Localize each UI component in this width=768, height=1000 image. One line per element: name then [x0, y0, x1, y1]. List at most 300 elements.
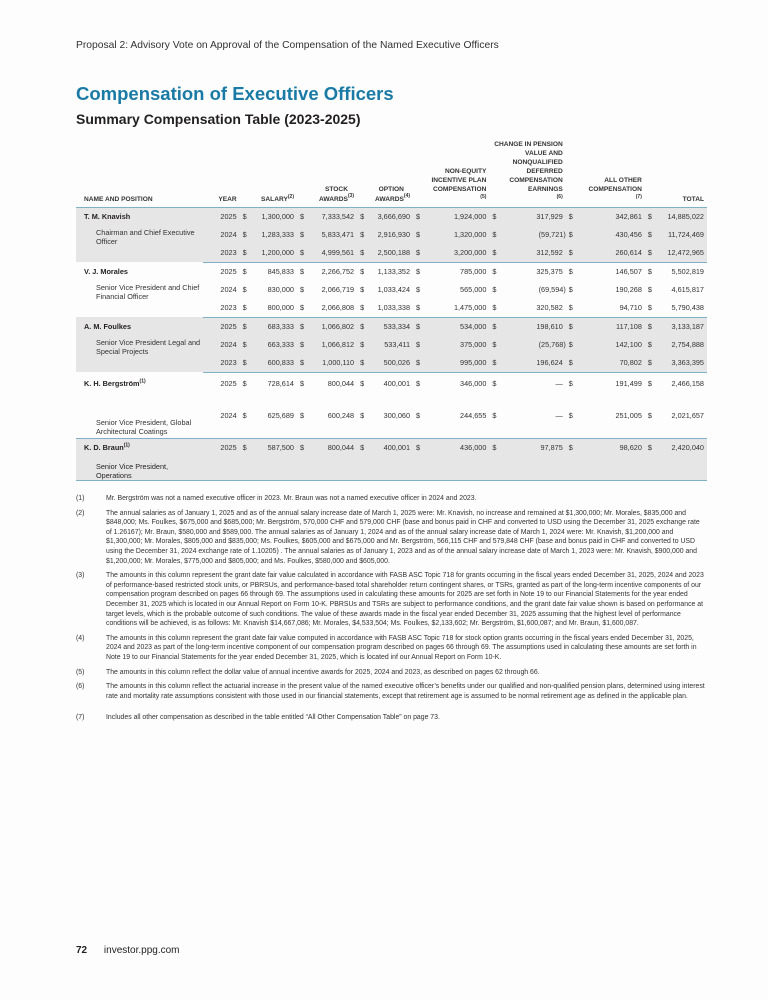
pension-cell: [489, 226, 565, 244]
amount-value: 430,456: [615, 230, 642, 240]
currency-symbol: $: [300, 340, 305, 350]
footnote-number: (4): [76, 634, 85, 642]
currency-symbol: $: [568, 303, 573, 313]
column-header-label: STOCK AWARDS: [319, 186, 348, 203]
pension-cell: [489, 336, 565, 354]
currency-symbol: $: [492, 285, 497, 295]
currency-symbol: $: [568, 378, 573, 388]
amount-value: 11,724,469: [668, 230, 704, 240]
amount-value: 244,655: [460, 411, 487, 421]
currency-symbol: $: [242, 378, 247, 388]
footnote-text: The annual salaries as of January 1, 2025 and as of the annual salary increase date of March 1, 2025 were: Mr. Knavish, no increase and remained at $1,300,000; Mr. Morales, $835,000 and $848,000; Ms. Foulkes, $675,000 and $685,000; Mr. Bergström, 570,000 CHF and 579,000 CHF (base and bonus paid in CHF and converted to USD using the December 31, 2025 exchange rate of 1.26167); Mr. Braun, $580,000 and $589,000. The annual salaries as of January 1, 2024 and as of the annual salary increase date of March 1, 2024 were: Mr. Knavish, $1,200,000 and $1,300,000; Mr. Morales, $805,000 and $835,000; Ms. Foulkes, $605,000 and $675,000 and Mr. Bergström, 566,115 CHF and 579,848 CHF (base and bonus paid in CHF and converted to USD using the December 31, 2024 exchange rate of 1.10205) . The annual salaries as of January 1, 2023 and as of the annual salary increase date of March 1, 2023 were: Mr. Knavish, $900,000 and $1,200,000; Mr. Morales, $775,000 and $805,000; and Ms. Foulkes, $580,000 and $605,000.: [106, 509, 700, 565]
year-cell: 2023: [203, 244, 240, 263]
other-cell: [566, 317, 645, 336]
currency-symbol: $: [242, 230, 247, 240]
currency-symbol: $: [300, 230, 305, 240]
amount-value: 3,363,395: [671, 358, 704, 368]
year-cell: 2024: [203, 336, 240, 354]
officer-name-text: V. J. Morales: [84, 266, 128, 276]
currency-symbol: $: [647, 411, 652, 421]
amount-value: 260,614: [615, 248, 642, 258]
pension-cell: [489, 262, 565, 281]
amount-value: 14,885,022: [667, 212, 704, 222]
currency-symbol: $: [568, 230, 573, 240]
stock-cell: [297, 281, 357, 299]
footnote-text: The amounts in this column represent the grant date fair value calculated in accordance with FASB ASC Topic 718 for grants occurring in the fiscal years ended December 31, 2025, 2024 and 2023 of performance-based restricted stock units, or PBRSUs, and performance-based total shareholder return contingent shares, or TSRs, granted as part of the long-term incentive components of our compensation program described on pages 66 through 69. The assumptions used in calculating these amounts for 2025 are set forth in Note 19 to our Financial Statements for the year ended December 31, 2025 which is located in our Annual Report on Form 10-K. PBRSUs and TSRs are subject to performance conditions, and the grant date fair value shown is based on performance at target levels, which is the probable outcome of such conditions. The value of these awards made in the fiscal year ended December 31, 2025 assuming that the highest level of performance conditions will be achieved, is as follows: Mr. Knavish $14,667,086; Mr. Morales, $4,533,504; Ms. Foulkes, $2,133,602; Mr. Bergström, $1,600,087; and Mr. Braun, $1,600,087.: [106, 572, 704, 628]
amount-value: 4,615,817: [671, 285, 704, 295]
amount-value: 7,333,542: [321, 212, 355, 222]
other-cell: [566, 226, 645, 244]
currency-symbol: $: [416, 411, 421, 421]
salary-cell: [240, 226, 297, 244]
salary-cell: [240, 354, 297, 373]
currency-symbol: $: [492, 248, 497, 258]
footnote-text: The amounts in this column represent the grant date fair value computed in accordance with FASB ASC Topic 718 for stock option grants occurring in the fiscal years ended December 31, 2025, 2024 and 2023 as part of the long-term incentive component of our compensation program described on pages 66 through 69. The assumptions used in calculating these amounts are set forth in Note 19 to our Financial Statements for the year ended December 31, 2025, which is located inf our Annual Report on Form 10-K.: [106, 634, 697, 661]
currency-symbol: $: [568, 411, 573, 421]
amount-value: 346,000: [460, 378, 487, 388]
officer-name-text: T. M. Knavish: [84, 212, 131, 222]
salary-cell: [240, 244, 297, 263]
currency-symbol: $: [416, 322, 421, 332]
currency-symbol: $: [300, 212, 305, 222]
column-header: [645, 140, 707, 207]
footnote-number: (7): [76, 714, 85, 722]
amount-value: 1,066,812: [321, 340, 355, 350]
amount-value: (25,768): [538, 340, 566, 350]
currency-symbol: $: [568, 285, 573, 295]
footnote-text: The amounts in this column reflect the dollar value of annual incentive awards for 2025, 2024 and 2023, as described on pages 62 through 66.: [106, 668, 540, 676]
amount-value: 12,472,965: [667, 248, 704, 258]
currency-symbol: $: [242, 340, 247, 350]
amount-value: 4,999,561: [321, 248, 355, 258]
column-header: [240, 140, 297, 207]
amount-value: 2,066,808: [321, 303, 355, 313]
other-cell: [566, 354, 645, 373]
table-title: Summary Compensation Table (2023-2025): [76, 111, 361, 127]
amount-value: 2,420,040: [671, 442, 704, 452]
amount-value: —: [555, 411, 563, 421]
amount-value: 198,610: [536, 322, 563, 332]
footnote-text: The amounts in this column reflect the actuarial increase in the present value of the named executive officer’s benefits under our qualified and non-qualified pension plans, determined using interest rate and mortality rate assumptions consistent with those used in our financial statements, except that retirement age is assumed to be normal retirement age as defined in the applicable plan.: [106, 683, 705, 700]
footnote-number: (5): [76, 668, 85, 676]
currency-symbol: $: [492, 230, 497, 240]
column-header: [566, 140, 645, 207]
currency-symbol: $: [647, 303, 652, 313]
amount-value: 2,754,888: [671, 340, 704, 350]
currency-symbol: $: [360, 285, 365, 295]
option-cell: [357, 336, 413, 354]
page-number: 72: [76, 945, 88, 956]
running-head: Proposal 2: Advisory Vote on Approval of the Compensation of the Named Executive Officers: [76, 40, 499, 51]
amount-value: 1,000,110: [322, 358, 355, 368]
footnote-ref: (5): [480, 193, 487, 200]
other-cell: [566, 372, 645, 394]
pension-cell: [489, 281, 565, 299]
option-cell: [357, 207, 413, 226]
currency-symbol: $: [568, 212, 573, 222]
currency-symbol: $: [492, 378, 497, 388]
amount-value: 800,044: [327, 442, 355, 452]
officer-name: [76, 317, 203, 336]
pension-cell: [489, 317, 565, 336]
nonequity-cell: [413, 372, 489, 394]
officer-name: [76, 262, 203, 281]
amount-value: 1,320,000: [453, 230, 487, 240]
amount-value: —: [555, 378, 563, 388]
column-header-label: YEAR: [218, 195, 237, 203]
officer-name-text: K. H. Bergström: [84, 378, 140, 388]
section-heading: Compensation of Executive Officers: [76, 83, 394, 104]
currency-symbol: $: [568, 248, 573, 258]
currency-symbol: $: [568, 267, 573, 277]
pension-cell: [489, 394, 565, 438]
currency-symbol: $: [492, 212, 497, 222]
salary-cell: [240, 262, 297, 281]
summary-compensation-table: [76, 140, 707, 481]
pension-cell: [489, 354, 565, 373]
currency-symbol: $: [300, 248, 305, 258]
footnotes: [76, 494, 707, 728]
amount-value: 251,005: [615, 411, 642, 421]
officer-title: Chairman and Chief Executive Officer: [76, 226, 203, 263]
amount-value: 3,133,187: [671, 322, 704, 332]
nonequity-cell: [413, 317, 489, 336]
amount-value: 342,861: [615, 212, 642, 222]
column-header: [297, 140, 357, 207]
amount-value: 94,710: [619, 303, 642, 313]
amount-value: 320,582: [536, 303, 563, 313]
currency-symbol: $: [492, 411, 497, 421]
other-cell: [566, 262, 645, 281]
salary-cell: [240, 336, 297, 354]
table-row: [76, 226, 707, 244]
footnote-ref: (2): [287, 193, 294, 200]
amount-value: 1,133,352: [377, 267, 411, 277]
site-url: investor.ppg.com: [103, 945, 180, 956]
option-cell: [357, 317, 413, 336]
year-cell: 2023: [203, 299, 240, 318]
currency-symbol: $: [360, 212, 365, 222]
amount-value: 1,033,338: [377, 303, 411, 313]
total-cell: [645, 438, 707, 480]
footnote-ref: (3): [347, 193, 355, 200]
option-cell: [357, 299, 413, 318]
nonequity-cell: [413, 244, 489, 263]
nonequity-cell: [413, 281, 489, 299]
currency-symbol: $: [242, 212, 247, 222]
column-header-label: TOTAL: [682, 195, 704, 203]
amount-value: 600,248: [327, 411, 355, 421]
amount-value: 5,502,819: [671, 267, 704, 277]
currency-symbol: $: [242, 285, 247, 295]
officer-title: Senior Vice President, Operations: [96, 461, 169, 480]
currency-symbol: $: [242, 303, 247, 313]
total-cell: [645, 394, 707, 438]
nonequity-cell: [413, 336, 489, 354]
stock-cell: [297, 226, 357, 244]
salary-cell: [240, 207, 297, 226]
option-cell: [357, 438, 413, 480]
salary-cell: [240, 299, 297, 318]
amount-value: 1,475,000: [453, 303, 487, 313]
stock-cell: [297, 336, 357, 354]
year-cell: 2025: [220, 378, 237, 388]
amount-value: 2,266,752: [321, 267, 355, 277]
currency-symbol: $: [300, 285, 305, 295]
stock-cell: [297, 372, 357, 394]
currency-symbol: $: [492, 358, 497, 368]
column-header: [203, 140, 240, 207]
other-cell: [566, 438, 645, 480]
total-cell: [645, 336, 707, 354]
amount-value: 1,924,000: [453, 212, 487, 222]
salary-cell: [240, 317, 297, 336]
currency-symbol: $: [492, 340, 497, 350]
currency-symbol: $: [360, 411, 365, 421]
table-header-row: [76, 140, 707, 207]
column-header-label: CHANGE IN PENSION VALUE AND NONQUALIFIED DEFERRED COMPENSATION EARNINGS: [494, 141, 563, 194]
currency-symbol: $: [416, 442, 421, 452]
option-cell: [357, 226, 413, 244]
column-header-label: OPTION AWARDS: [374, 186, 404, 203]
footnote: [76, 668, 707, 678]
option-cell: [357, 394, 413, 438]
total-cell: [645, 281, 707, 299]
amount-value: 600,833: [267, 358, 294, 368]
currency-symbol: $: [568, 340, 573, 350]
amount-value: 400,001: [383, 442, 411, 452]
amount-value: 800,000: [267, 303, 294, 313]
stock-cell: [297, 317, 357, 336]
nonequity-cell: [413, 438, 489, 480]
total-cell: [645, 244, 707, 263]
currency-symbol: $: [242, 442, 247, 452]
amount-value: 142,100: [615, 340, 642, 350]
amount-value: 436,000: [460, 442, 487, 452]
amount-value: 728,614: [267, 378, 294, 388]
currency-symbol: $: [416, 285, 421, 295]
year-cell: 2024: [220, 285, 237, 295]
footnote-number: (6): [76, 683, 85, 691]
currency-symbol: $: [492, 303, 497, 313]
currency-symbol: $: [647, 267, 652, 277]
other-cell: [566, 244, 645, 263]
currency-symbol: $: [416, 267, 421, 277]
currency-symbol: $: [300, 358, 305, 368]
amount-value: 117,108: [616, 322, 642, 332]
amount-value: 191,499: [615, 378, 642, 388]
currency-symbol: $: [416, 303, 421, 313]
officer-title: Senior Vice President Legal and Special Projects: [76, 336, 203, 373]
footnote: [76, 494, 707, 504]
footnote-ref: (7): [635, 193, 642, 200]
amount-value: 2,466,158: [671, 378, 704, 388]
amount-value: 1,300,000: [261, 212, 294, 222]
amount-value: 565,000: [460, 285, 487, 295]
other-cell: [566, 394, 645, 438]
table-row: [76, 336, 707, 354]
amount-value: 317,929: [536, 212, 563, 222]
currency-symbol: $: [647, 442, 652, 452]
currency-symbol: $: [360, 230, 365, 240]
currency-symbol: $: [647, 378, 652, 388]
amount-value: 500,026: [383, 358, 411, 368]
year-cell: 2025: [203, 438, 240, 480]
footnote-text: Mr. Bergström was not a named executive officer in 2023. Mr. Braun was not a named executive officer in 2024 and 2023.: [106, 495, 477, 502]
year-cell: 2025: [220, 267, 237, 277]
footnote-ref: (1): [139, 378, 146, 385]
amount-value: 625,689: [267, 411, 294, 421]
pension-cell: [489, 244, 565, 263]
currency-symbol: $: [300, 411, 305, 421]
amount-value: 312,592: [536, 248, 563, 258]
currency-symbol: $: [360, 378, 365, 388]
officer-title: Senior Vice President, Global Architectural Coatings: [76, 394, 203, 438]
currency-symbol: $: [416, 358, 421, 368]
amount-value: 995,000: [460, 358, 487, 368]
total-cell: [645, 317, 707, 336]
amount-value: 3,666,690: [377, 212, 411, 222]
officer-name-text: A. M. Foulkes: [84, 321, 132, 331]
table-row: [76, 281, 707, 299]
amount-value: 5,790,438: [671, 303, 704, 313]
other-cell: [566, 299, 645, 318]
currency-symbol: $: [647, 322, 652, 332]
column-header-label: NAME AND POSITION: [84, 195, 153, 203]
officer-name: [76, 438, 203, 480]
pension-cell: [489, 299, 565, 318]
option-cell: [357, 372, 413, 394]
total-cell: [645, 372, 707, 394]
amount-value: (59,721): [538, 230, 566, 240]
currency-symbol: $: [492, 267, 497, 277]
year-cell: 2024: [203, 226, 240, 244]
amount-value: 325,375: [536, 267, 563, 277]
footnote-ref: (4): [403, 193, 411, 200]
currency-symbol: $: [300, 267, 305, 277]
footnote-ref: (6): [556, 193, 563, 200]
amount-value: 2,066,719: [321, 285, 355, 295]
currency-symbol: $: [492, 322, 497, 332]
currency-symbol: $: [360, 267, 365, 277]
officer-title: Senior Vice President and Chief Financial Officer: [96, 282, 200, 301]
other-cell: [566, 336, 645, 354]
amount-value: 1,033,424: [377, 285, 411, 295]
table-row: [76, 317, 707, 336]
pension-cell: [489, 438, 565, 480]
page-footer: [76, 945, 180, 956]
currency-symbol: $: [242, 248, 247, 258]
officer-name-text: K. D. Braun: [84, 442, 124, 452]
stock-cell: [297, 438, 357, 480]
currency-symbol: $: [360, 303, 365, 313]
option-cell: [357, 281, 413, 299]
currency-symbol: $: [242, 411, 247, 421]
amount-value: 830,000: [267, 285, 294, 295]
amount-value: 98,620: [619, 442, 642, 452]
amount-value: 190,268: [615, 285, 642, 295]
currency-symbol: $: [568, 358, 573, 368]
salary-cell: [240, 394, 297, 438]
year-cell: 2025: [203, 317, 240, 336]
currency-symbol: $: [568, 322, 573, 332]
amount-value: 196,624: [536, 358, 563, 368]
amount-value: 1,066,802: [321, 322, 355, 332]
amount-value: 97,875: [540, 442, 563, 452]
amount-value: 1,283,333: [261, 230, 294, 240]
option-cell: [357, 262, 413, 281]
stock-cell: [297, 262, 357, 281]
total-cell: [645, 207, 707, 226]
column-header-label: SALARY: [261, 195, 288, 203]
column-header-label: NON-EQUITY INCENTIVE PLAN COMPENSATION: [431, 168, 487, 194]
amount-value: 1,200,000: [261, 248, 294, 258]
currency-symbol: $: [647, 340, 652, 350]
amount-value: 300,060: [383, 411, 411, 421]
currency-symbol: $: [416, 378, 421, 388]
amount-value: 533,334: [383, 322, 411, 332]
amount-value: 375,000: [460, 340, 487, 350]
option-cell: [357, 354, 413, 373]
total-cell: [645, 226, 707, 244]
currency-symbol: $: [360, 248, 365, 258]
table-row: [76, 438, 707, 480]
currency-symbol: $: [416, 248, 421, 258]
currency-symbol: $: [300, 442, 305, 452]
currency-symbol: $: [647, 212, 652, 222]
amount-value: 534,000: [460, 322, 487, 332]
footnote: [76, 682, 707, 701]
table-row: [76, 394, 707, 438]
footnote-text: Includes all other compensation as described in the table entitled “All Other Compensation Table” on page 73.: [106, 714, 440, 722]
currency-symbol: $: [568, 442, 573, 452]
year-cell: 2024: [203, 394, 240, 438]
currency-symbol: $: [360, 322, 365, 332]
footnote: [76, 713, 707, 723]
stock-cell: [297, 244, 357, 263]
amount-value: 2,021,657: [671, 411, 704, 421]
amount-value: 845,833: [267, 267, 294, 277]
currency-symbol: $: [242, 267, 247, 277]
footnote: [76, 509, 707, 567]
pension-cell: [489, 207, 565, 226]
currency-symbol: $: [360, 340, 365, 350]
currency-symbol: $: [416, 340, 421, 350]
amount-value: 663,333: [267, 340, 294, 350]
column-header: [76, 140, 203, 207]
total-cell: [645, 262, 707, 281]
currency-symbol: $: [416, 212, 421, 222]
option-cell: [357, 244, 413, 263]
currency-symbol: $: [647, 230, 652, 240]
column-header: [489, 140, 565, 207]
amount-value: 3,200,000: [453, 248, 487, 258]
currency-symbol: $: [416, 230, 421, 240]
currency-symbol: $: [360, 442, 365, 452]
stock-cell: [297, 394, 357, 438]
currency-symbol: $: [647, 248, 652, 258]
stock-cell: [297, 299, 357, 318]
table-row: [76, 207, 707, 226]
footnote: [76, 634, 707, 663]
amount-value: 2,500,188: [377, 248, 411, 258]
amount-value: 146,507: [615, 267, 642, 277]
officer-name: [76, 207, 203, 226]
footnote-number: (1): [76, 495, 85, 502]
currency-symbol: $: [492, 442, 497, 452]
footnote: [76, 571, 707, 629]
stock-cell: [297, 207, 357, 226]
